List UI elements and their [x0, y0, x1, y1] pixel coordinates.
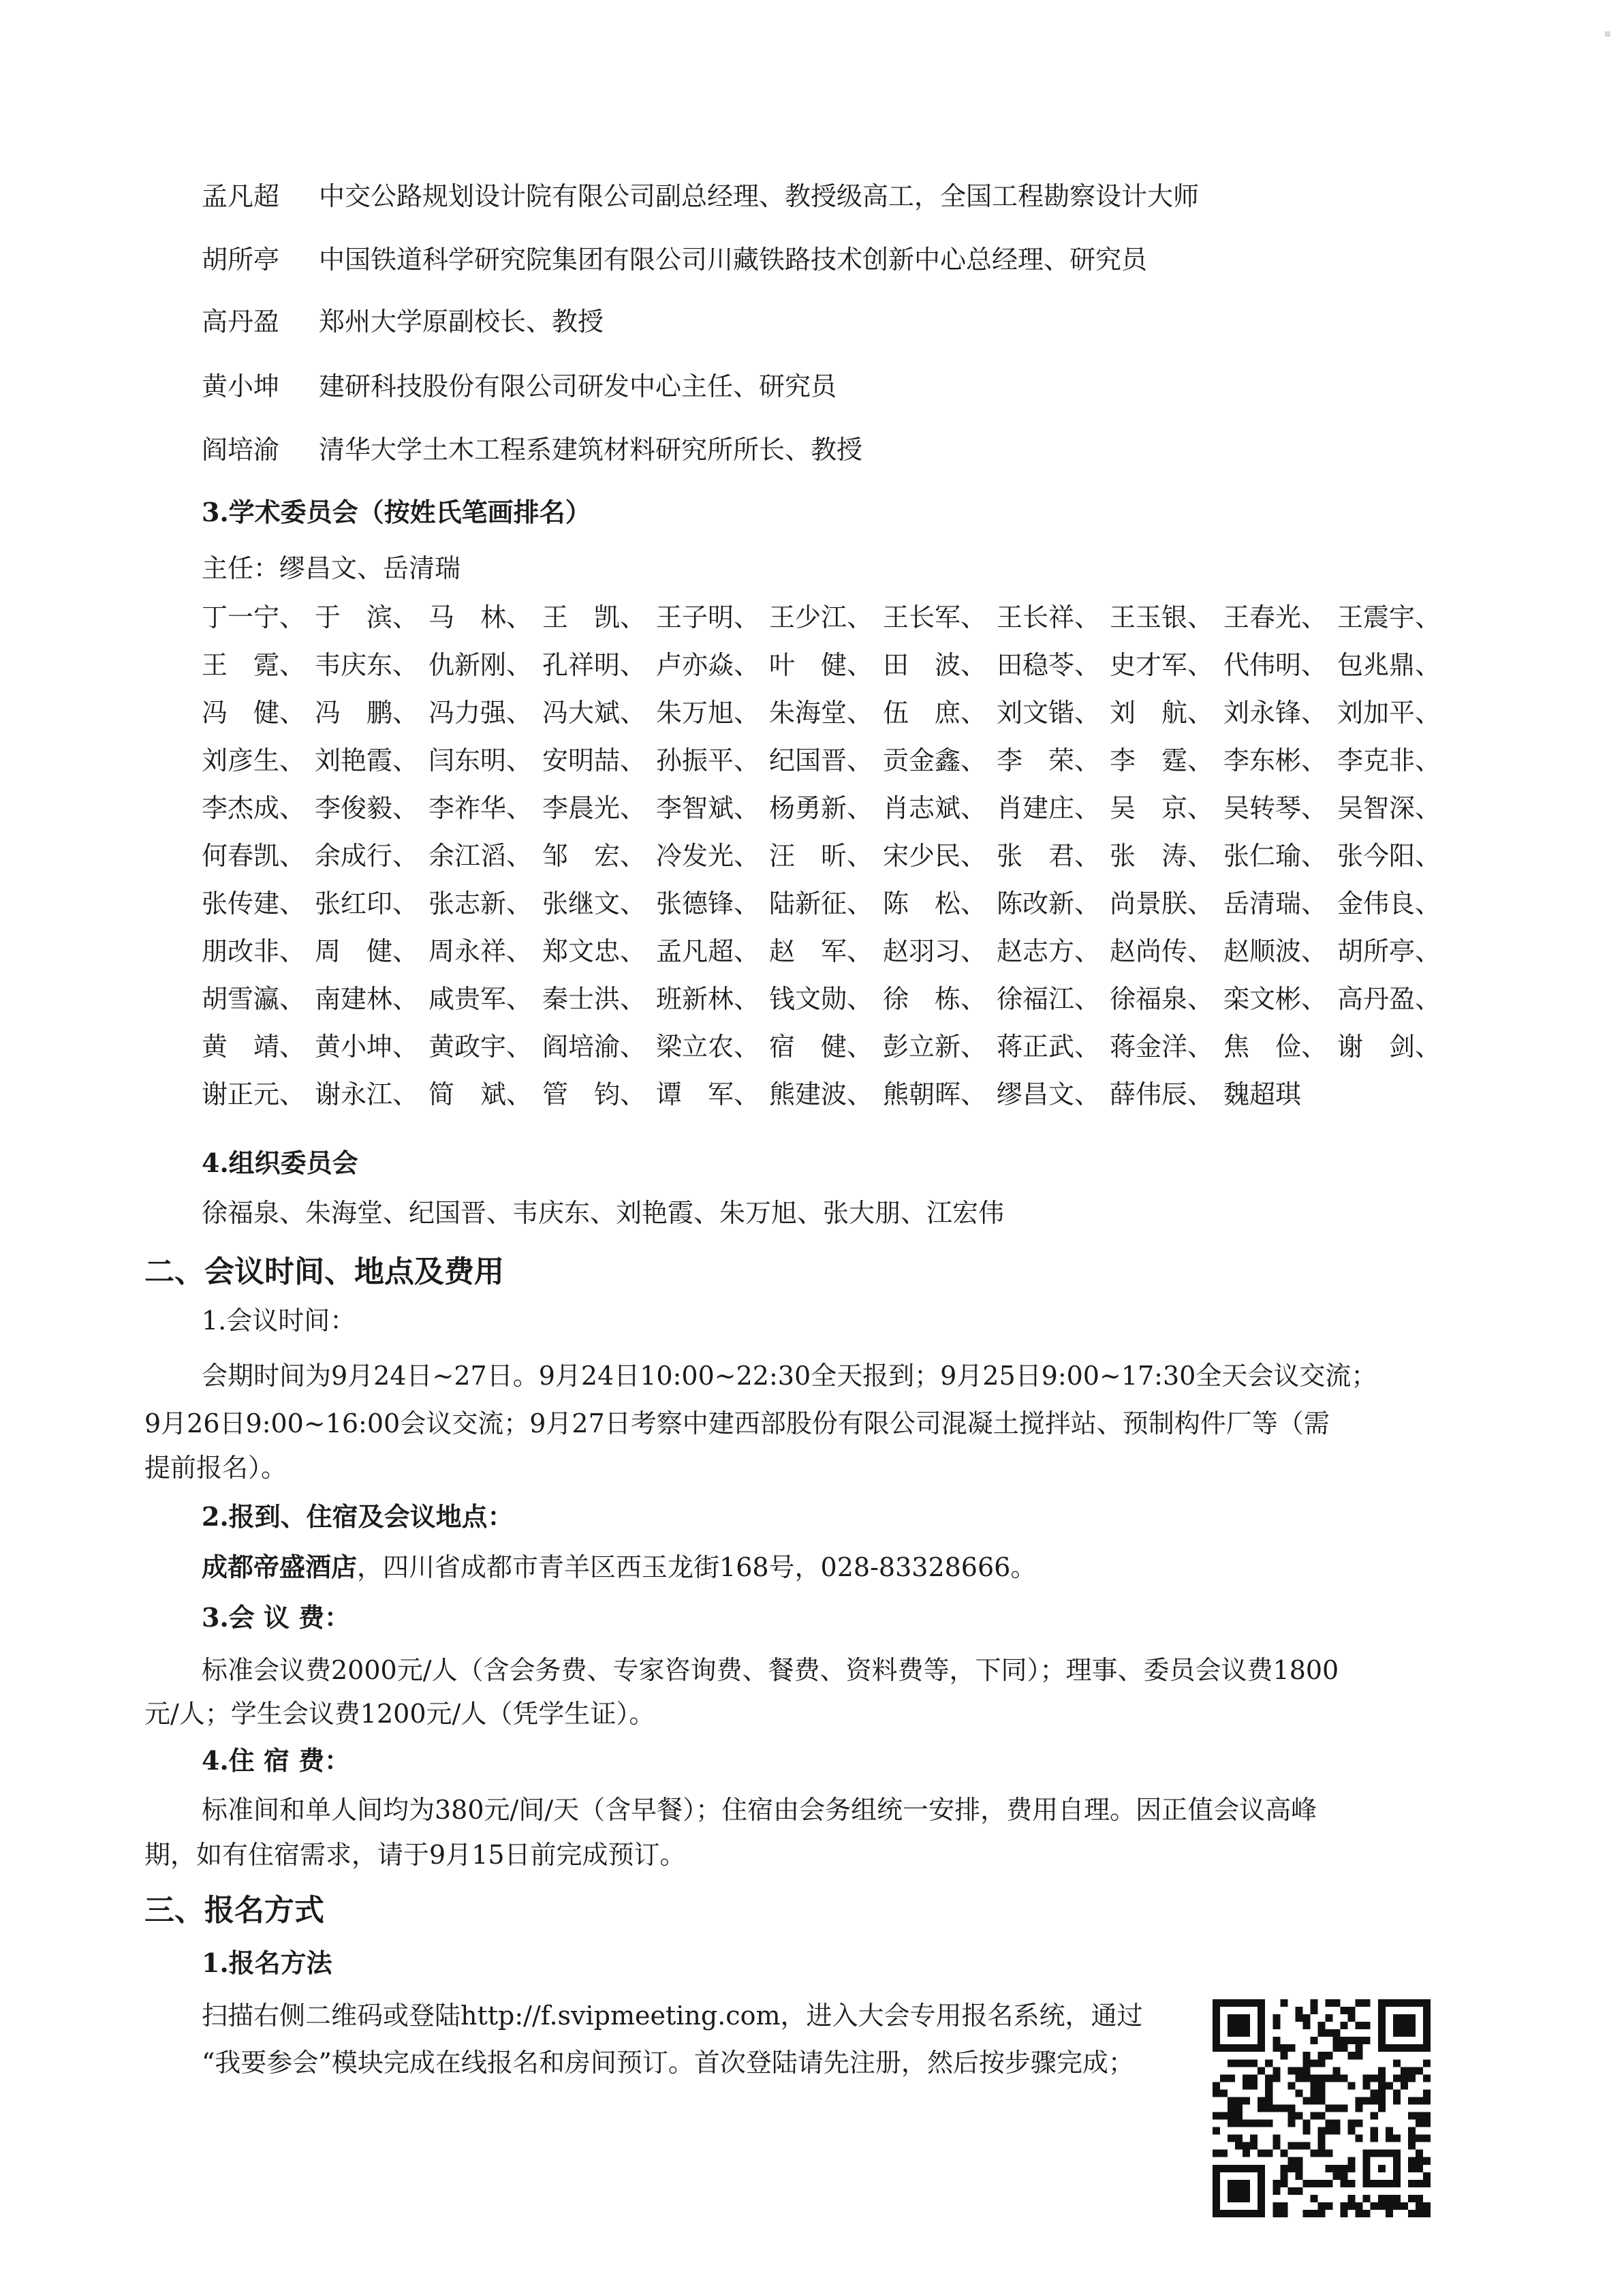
member-name: 刘 航、 — [1110, 698, 1214, 728]
chair-names: 缪昌文、岳清瑞 — [279, 553, 461, 583]
member-name: 冯 鹏、 — [315, 698, 419, 728]
member-name: 赵尚传、 — [1110, 936, 1214, 966]
member-name: 李俊毅、 — [315, 793, 419, 823]
member-name: 彭立新、 — [883, 1032, 987, 1062]
organizing-committee-heading: 4.组织委员会 — [202, 1148, 358, 1178]
member-name: 刘艳霞、 — [315, 745, 419, 775]
member-name: 张传建、 — [202, 889, 306, 919]
organizer-row — [202, 304, 604, 339]
member-name: 于 滨、 — [315, 602, 419, 632]
member-name: 岳清瑞、 — [1223, 889, 1328, 919]
member-name: 安明喆、 — [542, 745, 646, 775]
member-name: 吴 京、 — [1110, 793, 1214, 823]
member-name: 刘永锋、 — [1223, 698, 1328, 728]
member-name: 李 霆、 — [1110, 745, 1214, 775]
academic-committee-chairs — [202, 551, 460, 586]
member-name: 张仁瑜、 — [1223, 841, 1328, 871]
member-name: 钱文勋、 — [769, 984, 873, 1014]
member-name: 李 荣、 — [997, 745, 1101, 775]
member-row — [202, 1029, 1462, 1077]
member-name: 丁一宁、 — [202, 602, 306, 632]
member-name: 吴转琴、 — [1223, 793, 1328, 823]
member-name: 史才军、 — [1110, 650, 1214, 680]
member-name: 李东彬、 — [1223, 745, 1328, 775]
member-name: 冯力强、 — [428, 698, 533, 728]
meeting-time-line-1: 会期时间为9月24日~27日。9月24日10:00~22:30全天报到；9月25日9:00~17:30全天会议交流； — [202, 1361, 1377, 1391]
member-name: 熊建波、 — [769, 1079, 873, 1109]
member-name: 秦士洪、 — [542, 984, 646, 1014]
member-name: 刘加平、 — [1337, 698, 1441, 728]
member-name: 赵羽习、 — [883, 936, 987, 966]
qr-code-icon[interactable] — [1213, 1999, 1431, 2217]
member-name: 简 斌、 — [428, 1079, 533, 1109]
scan-mark — [1605, 31, 1610, 37]
fee-heading: 3.会 议 费： — [202, 1602, 351, 1633]
member-name: 谢正元、 — [202, 1079, 306, 1109]
member-name: 管 钧、 — [542, 1079, 646, 1109]
member-name: 余成行、 — [315, 841, 419, 871]
member-name: 高丹盈、 — [1337, 984, 1441, 1014]
member-name: 王 凯、 — [542, 602, 646, 632]
member-name: 梁立农、 — [656, 1032, 760, 1062]
registration-method-heading: 1.报名方法 — [202, 1947, 332, 1978]
member-name: 马 林、 — [428, 602, 533, 632]
venue-name: 成都帝盛酒店 — [202, 1552, 358, 1582]
member-name: 班新林、 — [656, 984, 760, 1014]
member-name: 谢永江、 — [315, 1079, 419, 1109]
member-row — [202, 695, 1462, 743]
member-name: 王 霓、 — [202, 650, 306, 680]
member-name: 朱万旭、 — [656, 698, 760, 728]
member-name: 王春光、 — [1223, 602, 1328, 632]
member-name: 孙振平、 — [656, 745, 760, 775]
member-name: 谭 军、 — [656, 1079, 760, 1109]
member-name: 王长祥、 — [997, 602, 1101, 632]
lodging-line-1: 标准间和单人间均为380元/间/天（含早餐）；住宿由会务组统一安排，费用自理。因正值会议高峰 — [202, 1795, 1317, 1825]
member-name: 尚景朕、 — [1110, 889, 1214, 919]
member-name: 黄 靖、 — [202, 1032, 306, 1062]
member-name: 王子明、 — [656, 602, 760, 632]
member-name: 陆新征、 — [769, 889, 873, 919]
organizer-row — [202, 179, 1199, 214]
member-name: 冷发光、 — [656, 841, 760, 871]
organizer-desc: 郑州大学原副校长、教授 — [319, 307, 604, 337]
organizer-desc: 清华大学土木工程系建筑材料研究所所长、教授 — [319, 435, 863, 465]
fee-line-2: 元/人；学生会议费1200元/人（凭学生证）。 — [144, 1699, 655, 1729]
member-name: 赵 军、 — [769, 936, 873, 966]
section-2-heading: 二、会议时间、地点及费用 — [144, 1254, 504, 1289]
member-name: 薛伟辰、 — [1110, 1079, 1214, 1109]
section-3-heading: 三、报名方式 — [144, 1893, 324, 1928]
member-name: 谢 剑、 — [1337, 1032, 1441, 1062]
member-name: 金伟良、 — [1337, 889, 1441, 919]
member-name: 肖建庄、 — [997, 793, 1101, 823]
member-name: 王长军、 — [883, 602, 987, 632]
member-name: 焦 俭、 — [1223, 1032, 1328, 1062]
member-name: 张今阳、 — [1337, 841, 1441, 871]
member-name: 胡雪瀛、 — [202, 984, 306, 1014]
member-name: 何春凯、 — [202, 841, 306, 871]
member-name: 李杰成、 — [202, 793, 306, 823]
organizer-desc: 中交公路规划设计院有限公司副总经理、教授级高工，全国工程勘察设计大师 — [319, 181, 1200, 211]
member-name: 咸贵军、 — [428, 984, 533, 1014]
member-name: 阎培渝、 — [542, 1032, 646, 1062]
organizer-name: 高丹盈 — [202, 307, 280, 337]
member-name: 邹 宏、 — [542, 841, 646, 871]
member-row — [202, 647, 1462, 695]
member-name: 肖志斌、 — [883, 793, 987, 823]
member-row — [202, 600, 1462, 647]
member-name: 朋改非、 — [202, 936, 306, 966]
registration-line-2: “我要参会”模块完成在线报名和房间预订。首次登陆请先注册，然后按步骤完成； — [202, 2048, 1134, 2078]
organizer-desc: 中国铁道科学研究院集团有限公司川藏铁路技术创新中心总经理、研究员 — [319, 245, 1148, 275]
member-name: 冯大斌、 — [542, 698, 646, 728]
member-name: 张继文、 — [542, 889, 646, 919]
member-name: 陈改新、 — [997, 889, 1101, 919]
meeting-time-line-2: 9月26日9:00~16:00会议交流；9月27日考察中建西部股份有限公司混凝土搅拌站、预制构件厂等（需 — [144, 1408, 1330, 1438]
member-name: 纪国晋、 — [769, 745, 873, 775]
member-name: 王震宇、 — [1337, 602, 1441, 632]
member-row — [202, 838, 1462, 886]
member-name: 周永祥、 — [428, 936, 533, 966]
member-name: 宿 健、 — [769, 1032, 873, 1062]
member-name: 张 君、 — [997, 841, 1101, 871]
member-name: 包兆鼎、 — [1337, 650, 1441, 680]
member-row — [202, 743, 1462, 790]
member-name: 蒋金洋、 — [1110, 1032, 1214, 1062]
member-row — [202, 934, 1462, 981]
member-name: 徐福江、 — [997, 984, 1101, 1014]
member-name: 徐 栋、 — [883, 984, 987, 1014]
member-name: 李祚华、 — [428, 793, 533, 823]
member-name: 卢亦焱、 — [656, 650, 760, 680]
academic-committee-members — [202, 600, 1462, 1124]
member-name: 缪昌文、 — [997, 1079, 1101, 1109]
member-name: 王玉银、 — [1110, 602, 1214, 632]
venue-line — [202, 1550, 1036, 1585]
member-name: 刘文锴、 — [997, 698, 1101, 728]
organizer-name: 黄小坤 — [202, 371, 280, 401]
member-name: 杨勇新、 — [769, 793, 873, 823]
member-name: 黄小坤、 — [315, 1032, 419, 1062]
member-name: 栾文彬、 — [1223, 984, 1328, 1014]
member-name: 胡所亭、 — [1337, 936, 1441, 966]
organizing-committee-members: 徐福泉、朱海堂、纪国晋、韦庆东、刘艳霞、朱万旭、张大朋、江宏伟 — [202, 1198, 1005, 1228]
member-name: 张志新、 — [428, 889, 533, 919]
organizer-desc: 建研科技股份有限公司研发中心主任、研究员 — [319, 371, 837, 401]
member-name: 黄政宇、 — [428, 1032, 533, 1062]
venue-address: ，四川省成都市青羊区西玉龙街168号，028-83328666。 — [357, 1552, 1037, 1582]
fee-line-1: 标准会议费2000元/人（含会务费、专家咨询费、餐费、资料费等，下同）；理事、委员会议费1800 — [202, 1655, 1339, 1685]
academic-committee-heading: 3.学术委员会（按姓氏笔画排名） — [202, 497, 591, 527]
member-name: 闫东明、 — [428, 745, 533, 775]
member-name: 仇新刚、 — [428, 650, 533, 680]
organizer-row — [202, 432, 862, 467]
member-row — [202, 981, 1462, 1029]
member-name: 王少江、 — [769, 602, 873, 632]
registration-line-1: 扫描右侧二维码或登陆http://f.svipmeeting.com，进入大会专用报名系统，通过 — [202, 2001, 1143, 2031]
organizer-name: 胡所亭 — [202, 245, 280, 275]
meeting-time-line-3: 提前报名）。 — [144, 1453, 287, 1483]
member-name: 魏超琪 — [1223, 1079, 1302, 1109]
member-name: 郑文忠、 — [542, 936, 646, 966]
member-name: 南建林、 — [315, 984, 419, 1014]
member-name: 田 波、 — [883, 650, 987, 680]
member-name: 熊朝晖、 — [883, 1079, 987, 1109]
member-name: 余江滔、 — [428, 841, 533, 871]
member-name: 陈 松、 — [883, 889, 987, 919]
member-name: 张红印、 — [315, 889, 419, 919]
member-name: 代伟明、 — [1223, 650, 1328, 680]
organizer-row — [202, 242, 1147, 277]
member-name: 汪 昕、 — [769, 841, 873, 871]
lodging-heading: 4.住 宿 费： — [202, 1745, 351, 1776]
member-name: 周 健、 — [315, 936, 419, 966]
member-name: 李智斌、 — [656, 793, 760, 823]
member-name: 孔祥明、 — [542, 650, 646, 680]
member-row — [202, 886, 1462, 934]
meeting-time-heading: 1.会议时间： — [202, 1306, 356, 1336]
member-name: 叶 健、 — [769, 650, 873, 680]
member-name: 赵顺波、 — [1223, 936, 1328, 966]
lodging-line-2: 期，如有住宿需求，请于9月15日前完成预订。 — [144, 1840, 686, 1870]
member-name: 田稳苓、 — [997, 650, 1101, 680]
member-name: 伍 庶、 — [883, 698, 987, 728]
member-name: 赵志方、 — [997, 936, 1101, 966]
member-name: 张德锋、 — [656, 889, 760, 919]
member-name: 蒋正武、 — [997, 1032, 1101, 1062]
member-name: 孟凡超、 — [656, 936, 760, 966]
member-name: 李克非、 — [1337, 745, 1441, 775]
venue-heading: 2.报到、住宿及会议地点： — [202, 1501, 514, 1532]
member-name: 刘彦生、 — [202, 745, 306, 775]
organizer-name: 阎培渝 — [202, 435, 280, 465]
organizer-row — [202, 369, 837, 404]
member-name: 贡金鑫、 — [883, 745, 987, 775]
member-name: 李晨光、 — [542, 793, 646, 823]
member-name: 张 涛、 — [1110, 841, 1214, 871]
member-row — [202, 1077, 1462, 1124]
organizer-name: 孟凡超 — [202, 181, 280, 211]
member-name: 宋少民、 — [883, 841, 987, 871]
member-name: 徐福泉、 — [1110, 984, 1214, 1014]
member-name: 韦庆东、 — [315, 650, 419, 680]
member-row — [202, 790, 1462, 838]
chair-label: 主任： — [202, 553, 280, 583]
member-name: 冯 健、 — [202, 698, 306, 728]
member-name: 吴智深、 — [1337, 793, 1441, 823]
member-name: 朱海堂、 — [769, 698, 873, 728]
